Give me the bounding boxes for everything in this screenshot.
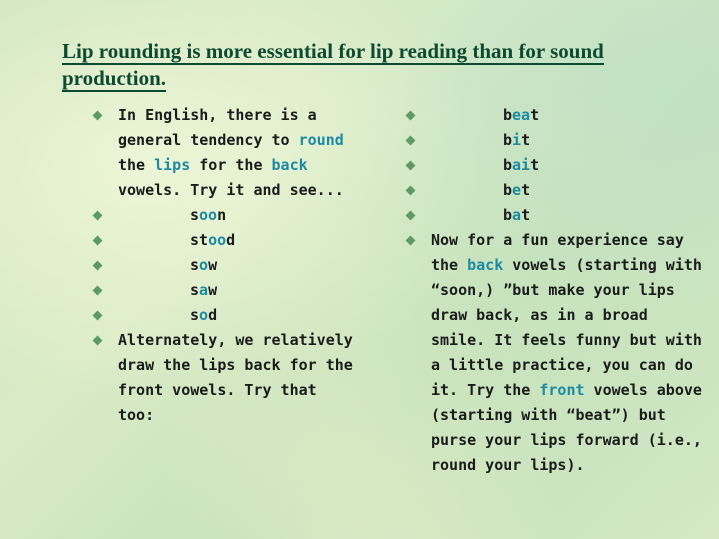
example-word-stood: stood — [190, 231, 236, 249]
example-word-soon: soon — [190, 206, 227, 224]
bullet-diamond-icon — [93, 261, 103, 271]
outro-text: Alternately, we relatively draw the lips back for the front vowels. Try that too: — [118, 331, 353, 424]
word-item — [92, 228, 354, 253]
word-item — [405, 153, 705, 178]
bullet-diamond-icon — [406, 186, 416, 196]
bullet-diamond-icon — [406, 136, 416, 146]
highlight-lips: lips — [154, 156, 191, 174]
bullet-diamond-icon — [93, 111, 103, 121]
title-line-2: production. — [62, 66, 167, 90]
bullet-diamond-icon — [93, 211, 103, 221]
bullet-item-paragraph — [405, 228, 705, 478]
word-item — [405, 103, 705, 128]
highlight-back: back — [467, 256, 504, 274]
bullet-diamond-icon — [406, 236, 416, 246]
bullet-diamond-icon — [93, 236, 103, 246]
example-word-beat: beat — [503, 106, 540, 124]
bullet-diamond-icon — [93, 311, 103, 321]
bullet-diamond-icon — [93, 286, 103, 296]
example-word-sod: sod — [190, 306, 218, 324]
example-word-bat: bat — [503, 206, 531, 224]
bullet-item-outro — [92, 328, 354, 428]
word-item — [92, 203, 354, 228]
left-column — [92, 103, 354, 428]
example-word-sow: sow — [190, 256, 218, 274]
example-word-bet: bet — [503, 181, 531, 199]
title-line-1: Lip rounding is more essential for lip reading than for sound — [62, 39, 604, 63]
bullet-diamond-icon — [406, 161, 416, 171]
word-item — [92, 303, 354, 328]
highlight-round: round — [298, 131, 344, 149]
word-item — [405, 203, 705, 228]
bullet-diamond-icon — [406, 111, 416, 121]
slide-title — [62, 38, 684, 92]
word-item — [92, 278, 354, 303]
word-item — [92, 253, 354, 278]
highlight-back: back — [271, 156, 308, 174]
word-item — [405, 178, 705, 203]
example-word-bit: bit — [503, 131, 531, 149]
example-word-saw: saw — [190, 281, 218, 299]
intro-text: In English, there is a general tendency to round the lips for the back vowels. Try it and see... — [118, 106, 344, 199]
highlight-front: front — [539, 381, 585, 399]
bullet-diamond-icon — [93, 336, 103, 346]
example-word-bait: bait — [503, 156, 540, 174]
bullet-diamond-icon — [406, 211, 416, 221]
bullet-item-intro — [92, 103, 354, 203]
paragraph-text: Now for a fun experience say the back vowels (starting with “soon,) ”but make your lips draw back, as in a broad smile. It feels funny but with a little practice, you can do it. Try the front vowels above (starting with “beat”) but purse your lips forward (i.e., round your lips). — [431, 231, 702, 474]
right-column — [405, 103, 705, 478]
word-item — [405, 128, 705, 153]
